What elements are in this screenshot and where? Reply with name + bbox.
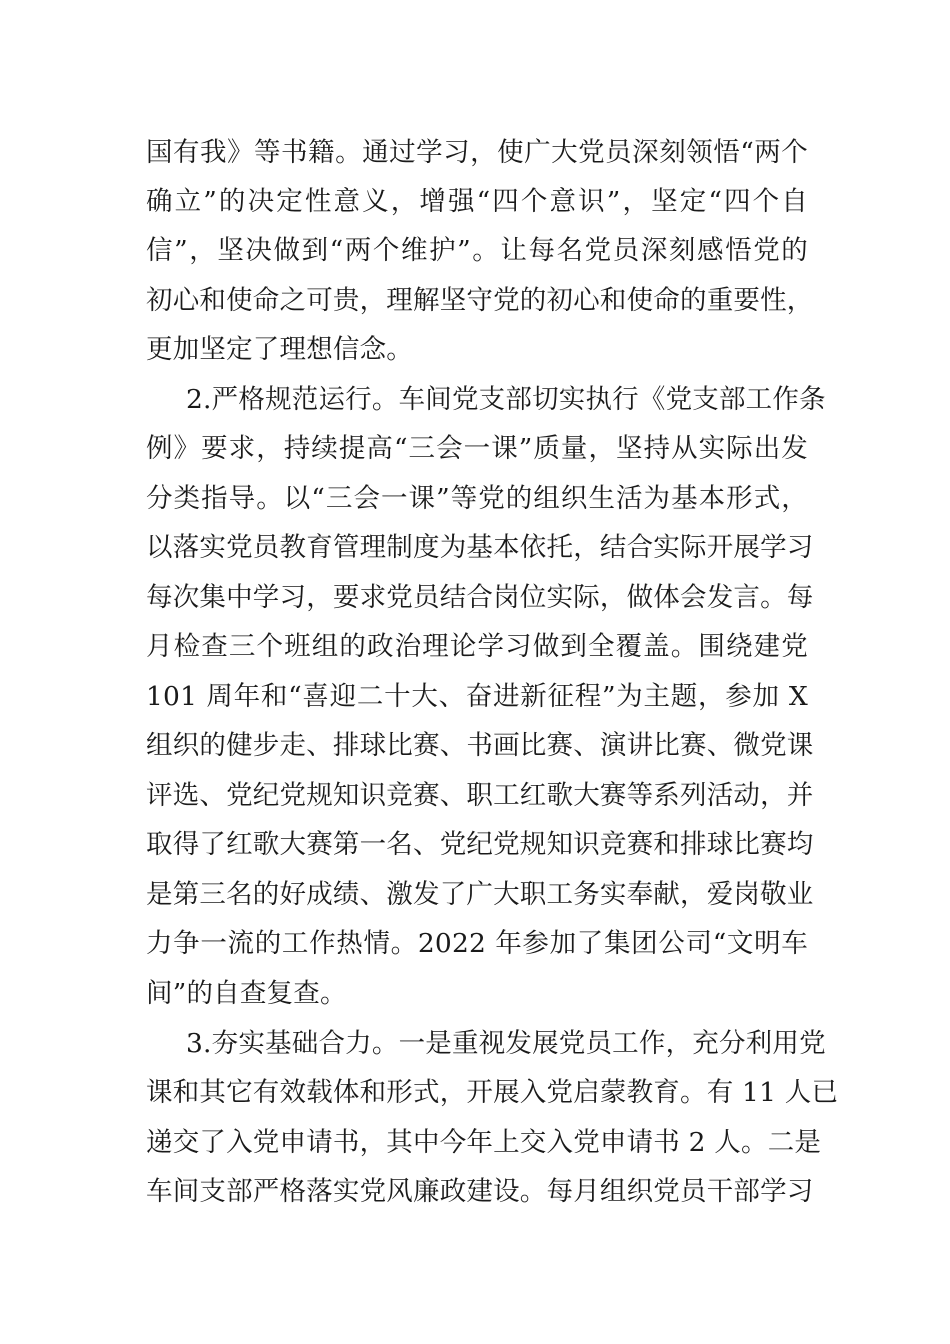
paragraph-line: 初心和使命之可贵，理解坚守党的初心和使命的重要性，	[146, 285, 814, 316]
paragraph-line: 月检查三个班组的政治理论学习做到全覆盖。围绕建党	[146, 631, 808, 662]
paragraph-line: 取得了红歌大赛第一名、党纪党规知识竞赛和排球比赛均	[146, 829, 814, 860]
section-heading-line: 3.夯实基础合力。一是重视发展党员工作，充分利用党	[186, 1028, 826, 1059]
paragraph-line: 确立”的决定性意义，增强“四个意识”，坚定“四个自	[146, 186, 808, 217]
paragraph-line: 更加坚定了理想信念。	[146, 334, 413, 365]
paragraph-line: 力争一流的工作热情。2022 年参加了集团公司“文明车	[146, 928, 808, 959]
paragraph-line: 评选、党纪党规知识竞赛、职工红歌大赛等系列活动，并	[146, 780, 814, 811]
paragraph-line: 递交了入党申请书，其中今年上交入党申请书 2 人。二是	[146, 1127, 822, 1158]
paragraph-line: 组织的健步走、排球比赛、书画比赛、演讲比赛、微党课	[146, 730, 814, 761]
paragraph-line: 车间支部严格落实党风廉政建设。每月组织党员干部学习	[146, 1176, 814, 1207]
paragraph-line: 分类指导。以“三会一课”等党的组织生活为基本形式，	[146, 483, 808, 514]
paragraph-line: 国有我》等书籍。通过学习，使广大党员深刻领悟“两个	[146, 137, 808, 168]
paragraph-line: 每次集中学习，要求党员结合岗位实际，做体会发言。每	[146, 582, 814, 613]
paragraph-line: 信”，坚决做到“两个维护”。让每名党员深刻感悟党的	[146, 235, 808, 266]
paragraph-line: 例》要求，持续提高“三会一课”质量，坚持从实际出发	[146, 433, 808, 464]
section-heading-line: 2.严格规范运行。车间党支部切实执行《党支部工作条	[186, 384, 826, 415]
paragraph-line: 间”的自查复查。	[146, 978, 347, 1009]
paragraph-line: 课和其它有效载体和形式，开展入党启蒙教育。有 11 人已	[146, 1077, 839, 1108]
paragraph-line: 101 周年和“喜迎二十大、奋进新征程”为主题，参加 X	[146, 681, 808, 712]
paragraph-line: 是第三名的好成绩、激发了广大职工务实奉献，爱岗敬业	[146, 879, 814, 910]
paragraph-line: 以落实党员教育管理制度为基本依托，结合实际开展学习	[146, 532, 814, 563]
